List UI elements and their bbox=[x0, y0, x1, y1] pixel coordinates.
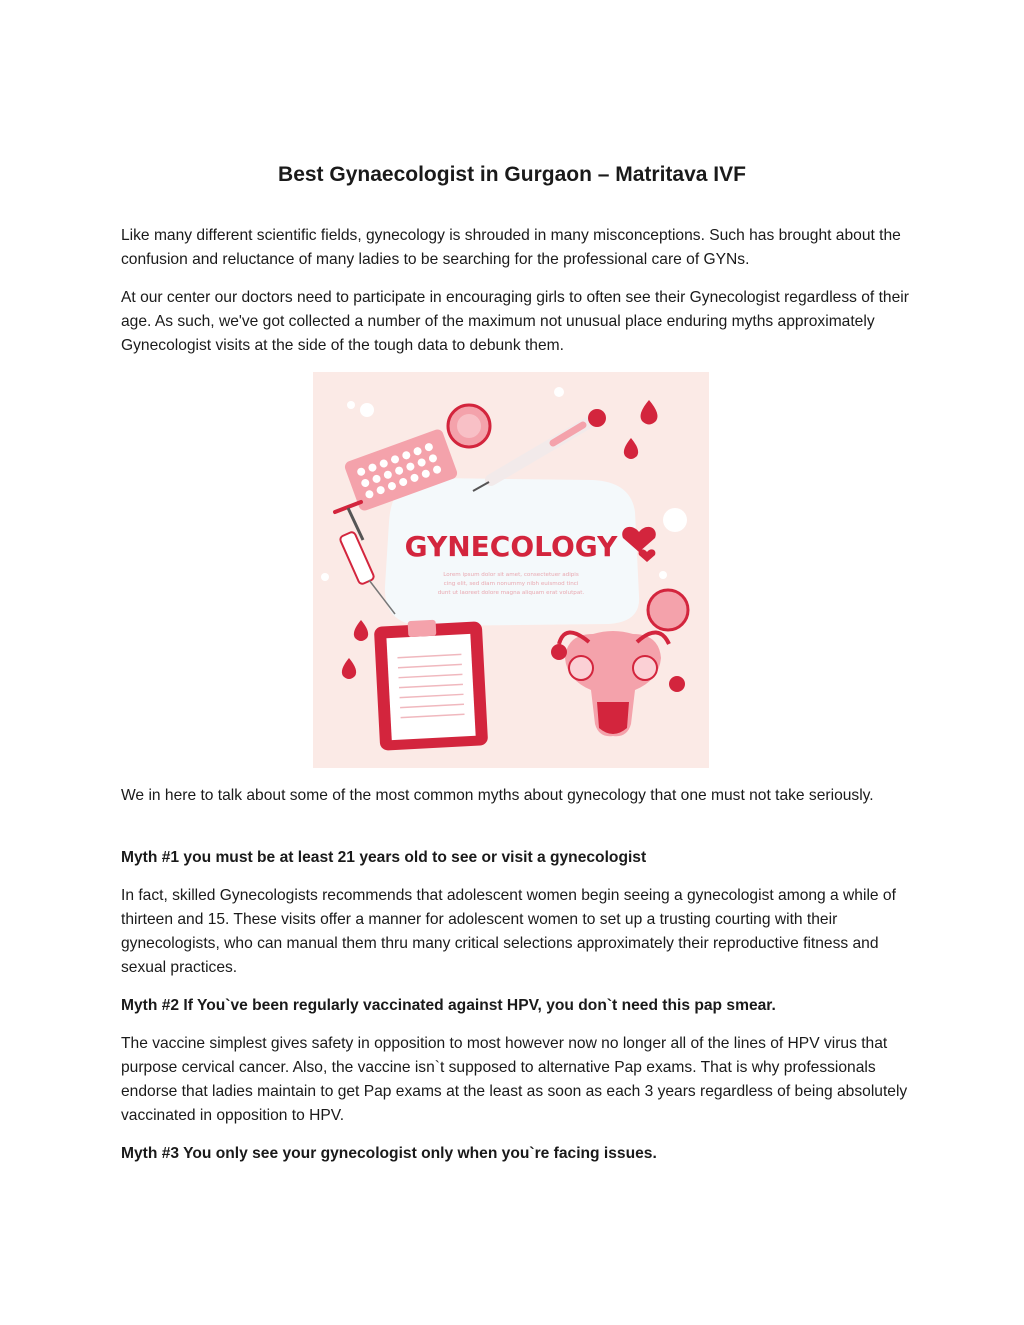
clipboard-icon bbox=[374, 620, 488, 751]
myth-2-heading: Myth #2 If You`ve been regularly vaccinated against HPV, you don`t need this pap smear. bbox=[121, 997, 776, 1014]
svg-text:Lorem ipsum dolor sit amet, co: Lorem ipsum dolor sit amet, consectetuer adipis bbox=[443, 572, 579, 578]
intro-paragraph-2: At our center our doctors need to participate in encouraging girls to often see their Gynecologist regardless of their age. As such, we've got collected a number of the maximum not unusual place enduring myths approximately Gynecologist visits at the side of the tough data to debunk them. bbox=[121, 289, 909, 354]
svg-text:cing elit, sed diam nonummy ni: cing elit, sed diam nonummy nibh euismod tinci bbox=[443, 581, 579, 587]
illustration-heading: GYNECOLOGY bbox=[404, 530, 618, 563]
myth-1-body: In fact, skilled Gynecologists recommends that adolescent women begin seeing a gynecologist among a while of thirteen and 15. These visits offer a manner for adolescent women to set up a trusting courting with their gynecologists, who can manual them thru many critical selections approximately their reproductive fitness and sexual practices. bbox=[121, 887, 896, 976]
pink-circle-icon bbox=[648, 590, 688, 630]
svg-text:dunt ut laoreet dolore magna a: dunt ut laoreet dolore magna aliquam erat volutpat. bbox=[437, 590, 585, 596]
paragraph-after-image: We in here to talk about some of the most common myths about gynecology that one must not take seriously. bbox=[121, 787, 874, 804]
myth-2-body: The vaccine simplest gives safety in opposition to most however now no longer all of the lines of HPV virus that purpose cervical cancer. Also, the vaccine isn`t supposed to alternative Pap exams. That is why professionals endorse that ladies maintain to get Pap exams at the least as soon as each 3 years regardless of being absolutely vaccinated in opposition to HPV. bbox=[121, 1035, 908, 1124]
gynecology-illustration bbox=[313, 372, 709, 768]
page-title: Best Gynaecologist in Gurgaon – Matritava IVF bbox=[278, 163, 746, 186]
myth-3-heading: Myth #3 You only see your gynecologist only when you`re facing issues. bbox=[121, 1145, 657, 1162]
myth-1-heading: Myth #1 you must be at least 21 years old to see or visit a gynecologist bbox=[121, 849, 647, 866]
intro-paragraph-1: Like many different scientific fields, gynecology is shrouded in many misconceptions. Such has brought about the confusion and reluctance of many ladies to be searching for the professional care of GYNs. bbox=[121, 227, 901, 268]
